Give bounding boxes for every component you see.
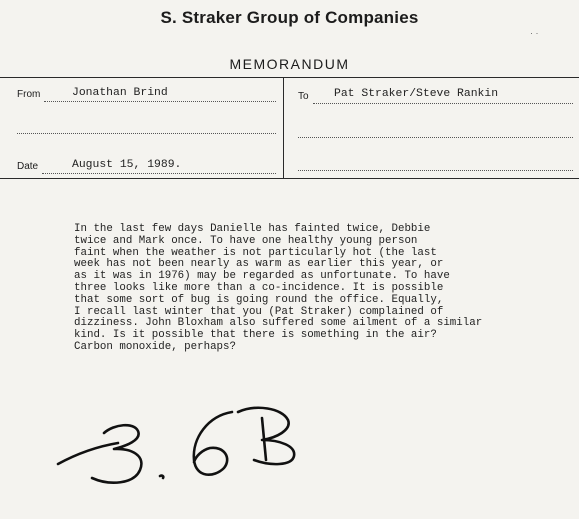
date-label: Date	[17, 161, 39, 172]
from-value: Jonathan Brind	[72, 87, 168, 99]
body-line: I recall last winter that you (Pat Straker) complained of	[74, 305, 444, 318]
body-line: as it was in 1976) may be regarded as unfortunate. To have	[74, 270, 450, 283]
body-line: Carbon monoxide, perhaps?	[74, 340, 236, 353]
body-line: faint when the weather is not particularly hot (the last	[74, 246, 437, 259]
body-line: that some sort of bug is going round the office. Equally,	[74, 293, 444, 306]
company-name: S. Straker Group of Companies	[160, 8, 419, 27]
body-line: twice and Mark once. To have one healthy young person	[74, 234, 418, 247]
body-line: three looks like more than a co-incidence. It is possible	[74, 281, 444, 294]
body-line: kind. Is it possible that there is something in the air?	[74, 329, 437, 342]
body-line: dizziness. John Bloxham also suffered some ailment of a similar	[74, 317, 483, 330]
memo-title: MEMORANDUM	[229, 56, 350, 72]
to-value: Pat Straker/Steve Rankin	[334, 88, 499, 100]
from-label: From	[17, 89, 41, 100]
date-value: August 15, 1989.	[72, 159, 182, 171]
body-line: In the last few days Danielle has fainted twice, Debbie	[74, 223, 431, 235]
body-line: week has not been nearly as warm as earlier this year, or	[74, 258, 444, 271]
corner-marks: · ·	[530, 28, 539, 38]
to-label: To	[298, 91, 309, 102]
